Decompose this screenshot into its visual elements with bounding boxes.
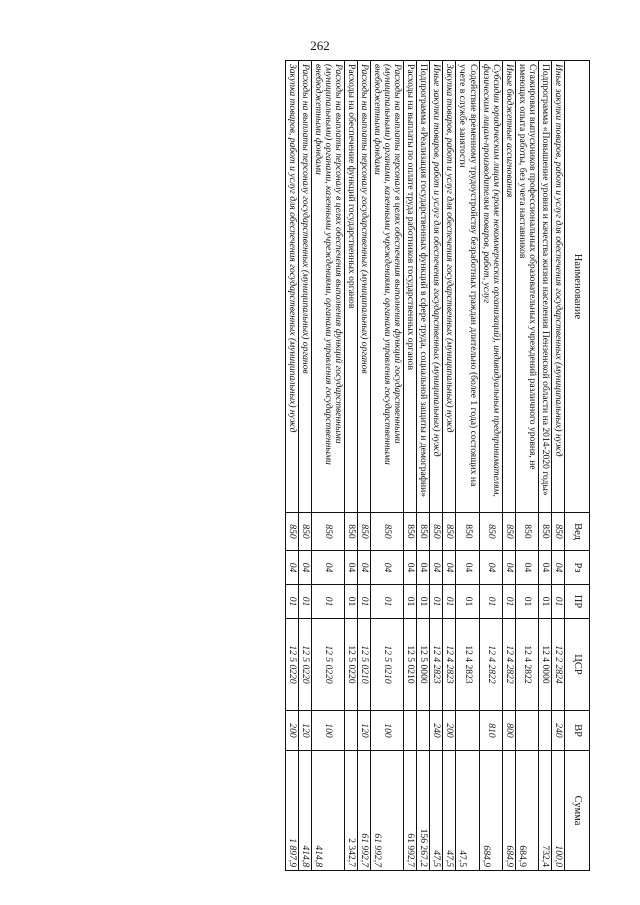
cell-pr: 01: [417, 585, 430, 619]
table-row: [311, 61, 344, 871]
cell-pr: 01: [551, 585, 564, 619]
table-row: [502, 61, 515, 871]
cell-vr: 200: [443, 711, 456, 751]
cell-ved: 850: [551, 513, 564, 551]
cell-rz: 04: [298, 551, 311, 585]
cell-vr: 810: [479, 711, 502, 751]
cell-sum: 61 992,7: [357, 751, 370, 871]
cell-csr: 12 4 2823: [456, 619, 479, 711]
cell-ved: 850: [538, 513, 551, 551]
table-row: [371, 61, 404, 871]
cell-vr: [417, 711, 430, 751]
cell-pr: 01: [298, 585, 311, 619]
table-row: [443, 61, 456, 871]
table-row: [515, 61, 538, 871]
cell-sum: 47,5: [430, 751, 443, 871]
cell-rz: 04: [371, 551, 404, 585]
cell-rz: 04: [456, 551, 479, 585]
cell-rz: 04: [502, 551, 515, 585]
table-row: [357, 61, 370, 871]
cell-vr: 120: [298, 711, 311, 751]
cell-pr: 01: [502, 585, 515, 619]
cell-csr: 12 4 2822: [515, 619, 538, 711]
header-ved: Вед: [565, 513, 590, 551]
cell-rz: 04: [551, 551, 564, 585]
cell-csr: 12 4 0000: [538, 619, 551, 711]
cell-rz: 04: [443, 551, 456, 585]
cell-sum: 156 267,2: [417, 751, 430, 871]
table-row: [404, 61, 417, 871]
cell-name: Иные бюджетные ассигнования: [502, 61, 515, 513]
cell-name: Содействие временному трудоустройству безработных граждан длительно (более 1 года) состоящих на учете в службе занятости: [456, 61, 479, 513]
cell-csr: 12 5 0220: [298, 619, 311, 711]
cell-csr: 12 5 0210: [371, 619, 404, 711]
cell-name: Иные закупки товаров, работ и услуг для обеспечения государственных (муниципальных) нужд: [551, 61, 564, 513]
header-name: Наименование: [565, 61, 590, 513]
table-row: [479, 61, 502, 871]
header-vr: ВР: [565, 711, 590, 751]
budget-table: [285, 60, 590, 871]
cell-rz: 04: [344, 551, 357, 585]
cell-pr: 01: [456, 585, 479, 619]
cell-ved: 850: [371, 513, 404, 551]
cell-vr: 800: [502, 711, 515, 751]
cell-ved: 850: [456, 513, 479, 551]
cell-name: Субсидии юридическим лицам (кроме некоммерческих организаций), индивидуальным предпринимателям, физическим лицам-производителям товаров, работ, услуг: [479, 61, 502, 513]
cell-name: Закупка товаров, работ и услуг для обеспечения государственных (муниципальных) нужд: [443, 61, 456, 513]
cell-vr: [456, 711, 479, 751]
cell-rz: 04: [479, 551, 502, 585]
cell-pr: 01: [371, 585, 404, 619]
cell-vr: [515, 711, 538, 751]
cell-name: Подпрограмма «Повышение уровня и качества жизни населения Пензенской области на 2014-2020 годы»: [538, 61, 551, 513]
cell-rz: 04: [430, 551, 443, 585]
cell-csr: 12 2 2824: [551, 619, 564, 711]
cell-ved: 850: [298, 513, 311, 551]
cell-csr: 12 5 0210: [404, 619, 417, 711]
cell-csr: 12 5 0220: [344, 619, 357, 711]
cell-ved: 850: [430, 513, 443, 551]
header-rz: Рз: [565, 551, 590, 585]
cell-sum: 61 992,7: [371, 751, 404, 871]
cell-vr: 100: [371, 711, 404, 751]
cell-sum: 414,8: [311, 751, 344, 871]
cell-ved: 850: [502, 513, 515, 551]
cell-rz: 04: [404, 551, 417, 585]
cell-pr: 01: [479, 585, 502, 619]
table-header-row: [565, 61, 590, 871]
cell-vr: 100: [311, 711, 344, 751]
table-row: [344, 61, 357, 871]
table-row: [538, 61, 551, 871]
cell-name: Расходы на выплаты персоналу государственных (муниципальных) органов: [357, 61, 370, 513]
table-body: [285, 61, 564, 871]
cell-sum: 1 897,9: [285, 751, 298, 871]
cell-name: Расходы на выплаты персоналу в целях обеспечения выполнения функций государственными (муниципальными) органами, казенными учреждениями, органами управления государственными внебюджетными фондами: [311, 61, 344, 513]
cell-rz: 04: [538, 551, 551, 585]
cell-csr: 12 5 0220: [285, 619, 298, 711]
cell-vr: [404, 711, 417, 751]
cell-sum: 684,9: [515, 751, 538, 871]
cell-ved: 850: [443, 513, 456, 551]
cell-vr: 240: [551, 711, 564, 751]
cell-name: Расходы на обеспечение функций государственных органов: [344, 61, 357, 513]
table-row: [430, 61, 443, 871]
cell-ved: 850: [311, 513, 344, 551]
cell-ved: 850: [404, 513, 417, 551]
cell-csr: 12 4 2822: [479, 619, 502, 711]
cell-sum: 47,5: [456, 751, 479, 871]
cell-sum: 684,9: [502, 751, 515, 871]
cell-sum: 2 342,7: [344, 751, 357, 871]
cell-csr: 12 4 2822: [502, 619, 515, 711]
cell-name: Подпрограмма «Реализация государственных функций в сфере труда, социальной защиты и демографии»: [417, 61, 430, 513]
cell-vr: 200: [285, 711, 298, 751]
cell-name: Расходы на выплаты персоналу государственных (муниципальных) органов: [298, 61, 311, 513]
cell-ved: 850: [357, 513, 370, 551]
rotated-table-container: [50, 60, 590, 870]
cell-vr: 240: [430, 711, 443, 751]
cell-rz: 04: [311, 551, 344, 585]
page-number: 262: [310, 38, 330, 53]
table-row: [298, 61, 311, 871]
cell-vr: [344, 711, 357, 751]
cell-pr: 01: [538, 585, 551, 619]
cell-name: Иные закупки товаров, работ и услуг для обеспечения государственных (муниципальных) нужд: [430, 61, 443, 513]
cell-sum: 414,8: [298, 751, 311, 871]
cell-csr: 12 5 0220: [311, 619, 344, 711]
cell-csr: 12 5 0210: [357, 619, 370, 711]
cell-ved: 850: [515, 513, 538, 551]
cell-rz: 04: [515, 551, 538, 585]
cell-name: Закупка товаров, работ и услуг для обеспечения государственных (муниципальных) нужд: [285, 61, 298, 513]
table-row: [285, 61, 298, 871]
cell-sum: 684,9: [479, 751, 502, 871]
cell-name: Стажировки выпускников профессиональных образовательных учреждений различного уровня, не имеющих опыта работы, без учета наставников: [515, 61, 538, 513]
cell-pr: 01: [430, 585, 443, 619]
cell-vr: [538, 711, 551, 751]
header-csr: ЦСР: [565, 619, 590, 711]
cell-sum: 47,5: [443, 751, 456, 871]
cell-sum: 61 992,7: [404, 751, 417, 871]
cell-rz: 04: [357, 551, 370, 585]
cell-rz: 04: [417, 551, 430, 585]
cell-ved: 850: [285, 513, 298, 551]
cell-csr: 12 4 2823: [443, 619, 456, 711]
cell-csr: 12 5 0000: [417, 619, 430, 711]
cell-vr: 120: [357, 711, 370, 751]
header-sum: Сумма: [565, 751, 590, 871]
cell-rz: 04: [285, 551, 298, 585]
cell-name: Расходы на выплаты по оплате труда работников государственных органов: [404, 61, 417, 513]
table-row: [417, 61, 430, 871]
cell-sum: 100,0: [551, 751, 564, 871]
cell-pr: 01: [443, 585, 456, 619]
cell-pr: 01: [285, 585, 298, 619]
cell-pr: 01: [357, 585, 370, 619]
cell-pr: 01: [515, 585, 538, 619]
cell-sum: 732,4: [538, 751, 551, 871]
table-row: [551, 61, 564, 871]
cell-pr: 01: [404, 585, 417, 619]
header-pr: ПР: [565, 585, 590, 619]
cell-ved: 850: [417, 513, 430, 551]
cell-pr: 01: [344, 585, 357, 619]
cell-ved: 850: [344, 513, 357, 551]
cell-pr: 01: [311, 585, 344, 619]
cell-ved: 850: [479, 513, 502, 551]
cell-name: Расходы на выплаты персоналу в целях обеспечения выполнения функций государственными (муниципальными) органами, казенными учреждениями, органами управления государственными внебюджетными фондами: [371, 61, 404, 513]
cell-csr: 12 4 2823: [430, 619, 443, 711]
table-row: [456, 61, 479, 871]
